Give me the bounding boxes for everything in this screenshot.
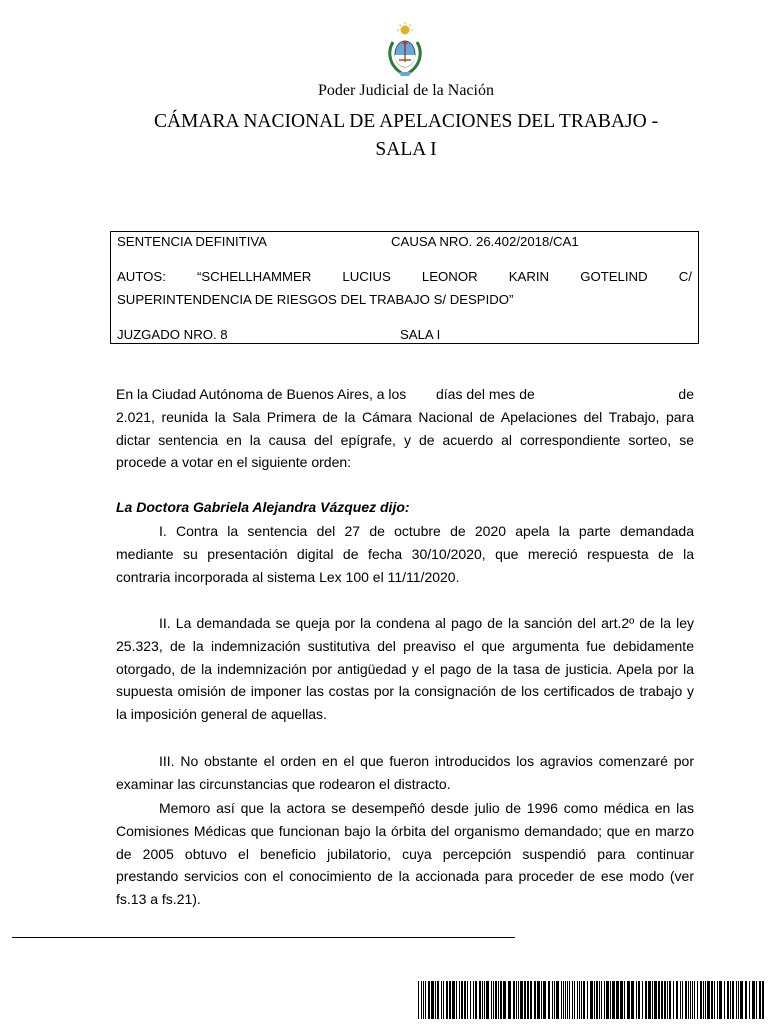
paragraph-line: la imposición general de aquellas. [116,706,327,723]
intro-line: 2.021, reunida la Sala Primera de la Cámara Nacional de Apelaciones del Trabajo, para [116,408,694,425]
judge-heading: La Doctora Gabriela Alejandra Vázquez dijo: [116,499,410,515]
paragraph-line: otorgado, de la indemnización por antigüedad y el pago de la tasa de justicia. Apela por la [116,660,694,677]
case-number: CAUSA NRO. 26.402/2018/CA1 [391,234,579,249]
paragraph-line: fs.13 a fs.21). [116,891,201,908]
paragraph-line: I. Contra la sentencia del 27 de octubre de 2020 apela la parte demandada [159,523,694,539]
autos-line-2: SUPERINTENDENCIA DE RIESGOS DEL TRABAJO S/ DESPIDO” [117,292,514,307]
paragraph-line: mediante su presentación digital de fecha 30/10/2020, que mereció respuesta de la [116,545,694,562]
intro-line-1 [116,383,694,406]
court-chamber: SALA I [375,139,437,160]
barcode-icon [418,981,764,1019]
paragraph-line: 25.323, de la indemnización sustitutiva del preaviso el que argumenta fue debidamente [116,637,694,654]
paragraph-line: supuesta omisión de imponer las costas por la consignación de los certificados de trabajo y [116,683,694,700]
chamber: SALA I [400,327,441,342]
paragraph-line: examinar las circunstancias que rodearon el distracto. [116,775,451,792]
autos-word: AUTOS: [117,269,166,284]
paragraph-line: III. No obstante el orden en el que fueron introducidos los agravios comenzaré por [159,753,694,769]
autos-word: C/ [678,269,692,284]
sentence-type: SENTENCIA DEFINITIVA [117,234,267,249]
intro-line: procede a votar en el siguiente orden: [116,454,352,471]
paragraph-line: II. La demandada se queja por la condena al pago de la sanción del art.2º de la ley [159,615,694,631]
paragraph-1 [116,520,694,588]
coat-of-arms-icon [383,22,427,78]
autos-word: GOTELIND [580,269,648,284]
autos-word: LEONOR [421,269,478,284]
court-name: CÁMARA NACIONAL DE APELACIONES DEL TRABAJO - [153,111,659,132]
autos-word: LUCIUS [342,269,391,284]
paragraph-line: contraria incorporada al sistema Lex 100 el 11/11/2020. [116,568,460,585]
paragraph-line: Comisiones Médicas que funcionan bajo la órbita del organismo demandado; que en marzo [116,822,694,839]
autos-line [117,269,692,284]
autos-word: “SCHELLHAMMER [196,269,312,284]
autos-word: KARIN [508,269,550,284]
paragraph-line: Memoro así que la actora se desempeñó desde julio de 1996 como médica en las [159,800,694,816]
paragraph-2 [116,612,694,726]
intro-text: días del mes de [436,386,535,402]
court-number: JUZGADO NRO. 8 [117,327,228,342]
institution-name: Poder Judicial de la Nación [318,82,494,99]
intro-text: de [678,386,694,402]
paragraph-line: prestando servicios con el conocimiento de la accionada para proceder de ese modo (ver [116,868,694,885]
footer-divider [12,937,515,938]
paragraph-4 [116,797,694,911]
intro-line: dictar sentencia en la causa del epígrafe, y de acuerdo al correspondiente sorteo, se [116,431,694,448]
paragraph-3 [116,750,694,796]
paragraph-line: de 2005 obtuvo el beneficio jubilatorio, cuya percepción suspendió para continuar [116,845,694,862]
intro-text: En la Ciudad Autónoma de Buenos Aires, a los [116,386,407,402]
case-info-box [110,231,699,344]
intro-paragraph [116,383,694,474]
